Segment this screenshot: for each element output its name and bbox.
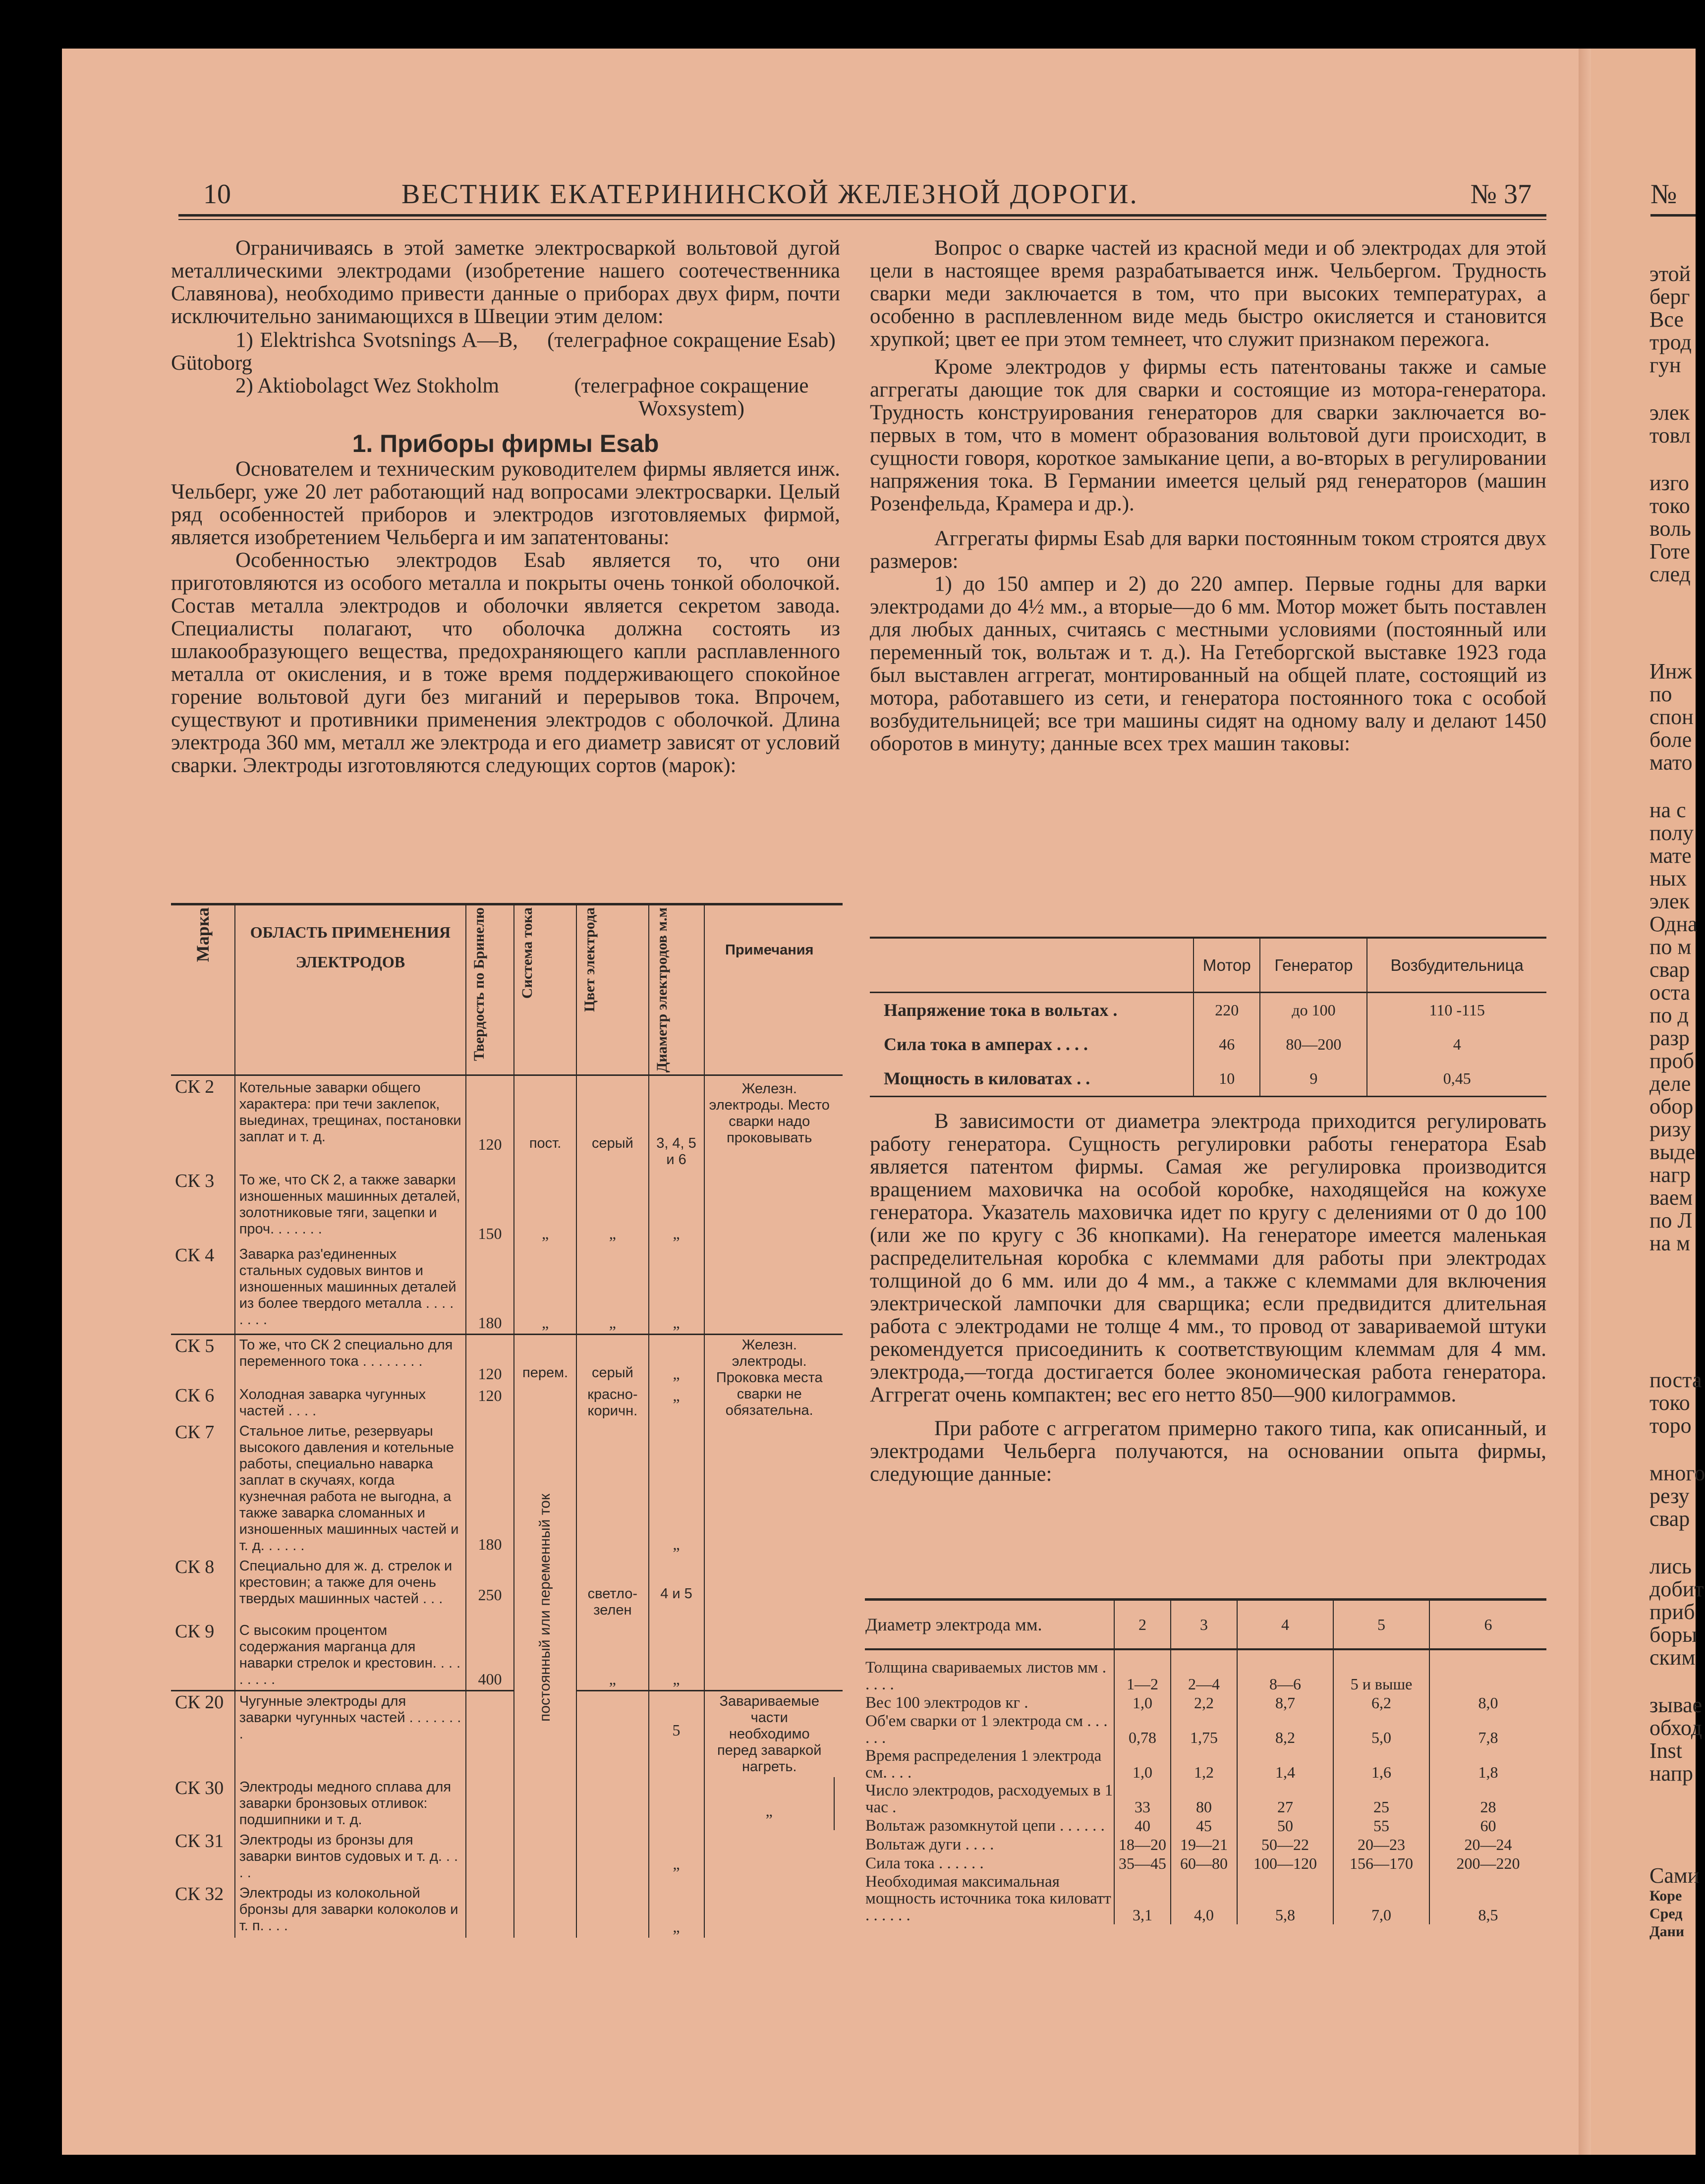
firm-1-name: 1) Elektrishca Svotsnings A—B, Gütoborg: [171, 329, 518, 375]
running-head: [173, 178, 1546, 213]
edge-fragment: свар: [1649, 1507, 1690, 1531]
machine-corner: [870, 938, 1194, 992]
right-paragraph-2: Кроме электродов у фирмы есть патентованы также и самые аггрегаты дающие ток для сварки и состоящие из мотора-генератора. Трудность конструирования генераторов для сварки заключается во-первых в том, что в момент образования вольтовой дуги происходит, в сущности говоря, короткое замыкание цепи, а во-вторых в регулировании напряжения тока. В Германии имеется целый ряд генераторов (машин Розенфельда, Крамера и др.).: [870, 355, 1546, 515]
edge-fragment: ных: [1649, 866, 1687, 891]
table-row: Время распределения 1 электрода см. . . . 1,0 1,2 1,4 1,6 1,8: [865, 1747, 1546, 1782]
head-rule-thin: [178, 219, 1546, 220]
edge-fragment: напр: [1649, 1761, 1694, 1786]
journal-title: ВЕСТНИК ЕКАТЕРИНИНСКОЙ ЖЕЛЕЗНОЙ ДОРОГИ.: [401, 179, 1138, 210]
firm-2-code: (телеграфное сокращение Woxsystem): [574, 374, 809, 420]
table-row: Вольтаж дуги . . . . 18—20 19—21 50—22 20—23 20—24: [865, 1835, 1546, 1854]
table-row: СК 6 Холодная заварка чугунных частей . . . . 120 постоянный или переменный ток красно-коричн. „: [171, 1385, 843, 1421]
table-row: Вольтаж разомкнутой цепи . . . . . . 40 45 50 55 60: [865, 1816, 1546, 1835]
edge-fragment: спон: [1649, 705, 1694, 729]
edge-fragment: мато: [1649, 750, 1693, 775]
edge-fragment: проб: [1649, 1049, 1694, 1073]
edge-fragment: Сред: [1649, 1905, 1683, 1922]
right-paragraph-6: При работе с аггрегатом примерно такого типа, как описанный, и электродами Чельберга получаются, на основании опыта фирмы, следующие данные:: [870, 1417, 1546, 1486]
diameter-table: [865, 1598, 1546, 1924]
th-area: ОБЛАСТЬ ПРИМЕНЕНИЯ ЭЛЕКТРОДОВ: [235, 905, 466, 1075]
edge-fragment: на м: [1649, 1231, 1690, 1255]
machine-table: [870, 937, 1546, 1097]
electrode-table-wrap: [171, 903, 843, 1938]
firm-2: [171, 375, 840, 420]
table-row: СК 3 То же, что СК 2, а также заварки изношенных машинных деталей, золотниковые тяги, зацепки и проч. . . . . . . 150 „ „ „: [171, 1170, 843, 1244]
th-diameter: Диаметр электродов м.м: [649, 905, 704, 1075]
edge-fragment: этой: [1649, 262, 1691, 286]
next-page-fragments: [1649, 262, 1705, 1941]
edge-fragment: ризу: [1649, 1117, 1692, 1141]
right-column-lower: [870, 1110, 1546, 1486]
firm-2-name: 2) Aktiobolagct Wez Stokholm: [235, 374, 499, 397]
electrode-table: [171, 905, 843, 1938]
issue-number: № 37: [1470, 179, 1532, 210]
edge-fragment: оста: [1649, 980, 1690, 1005]
edge-fragment: след: [1649, 562, 1691, 586]
table-row: Толщина свариваемых листов мм . . . . . 1—2 2—4 8—6 5 и выше: [865, 1649, 1546, 1693]
table-row: Об'ем сварки от 1 электрода см . . . . . . 0,78 1,75 8,2 5,0 7,8: [865, 1712, 1546, 1747]
right-paragraph-3: Аггрегаты фирмы Esab для варки постоянным током строятся двух размеров:: [870, 527, 1546, 573]
th-color: Цвет электрода: [576, 905, 648, 1075]
diameter-header-row: Диаметр электрода мм. 2 3 4 5 6: [865, 1600, 1546, 1649]
diameter-table-wrap: [865, 1598, 1546, 1924]
edge-fragment: Инж: [1649, 659, 1692, 683]
edge-fragment: гун: [1649, 353, 1681, 377]
right-column: [870, 237, 1546, 755]
firm-1-code: (телеграфное сокращение Esab): [547, 329, 836, 352]
intro-paragraph: Ограничиваясь в этой заметке электросваркой вольтовой дугой металлическими электродами (изобретение нашего соотечественника Славянова), необходимо привести данные о приборах двух фирм, почти исключительно занимающихся в Швеции этим делом:: [171, 236, 840, 328]
edge-fragment: берг: [1649, 284, 1690, 309]
edge-fragment: поста: [1649, 1368, 1702, 1392]
edge-fragment: разр: [1649, 1026, 1690, 1050]
table-row: Сила тока . . . . . . 35—45 60—80 100—120 156—170 200—220: [865, 1854, 1546, 1873]
edge-fragment: много: [1649, 1461, 1705, 1485]
edge-fragment: резу: [1649, 1484, 1690, 1508]
edge-fragment: Сами: [1649, 1863, 1700, 1888]
table-row: Необходимая максимальная мощность источника тока киловатт . . . . . . 3,1 4,0 5,8 7,0 8,5: [865, 1873, 1546, 1924]
edge-fragment: мате: [1649, 843, 1692, 868]
edge-fragment: токо: [1649, 1391, 1690, 1415]
table-row: СК 5 То же, что СК 2 специально для переменного тока . . . . . . . . 120 перем. серый „ Железн. электроды. Проковка места сварки не обязательна.: [171, 1335, 843, 1385]
edge-fragment: торо: [1649, 1413, 1692, 1438]
edge-fragment: лись: [1649, 1554, 1692, 1578]
edge-fragment: выде: [1649, 1140, 1696, 1164]
table-row: СК 32 Электроды из колокольной бронзы для заварки колоколов и т. п. . . . „: [171, 1883, 843, 1938]
edge-fragment: зывае: [1649, 1693, 1703, 1717]
table-row: СК 2 Котельные заварки общего характера: при течи заклепок, выединах, трещинах, постановки заплат и т. д. 120 пост. серый 3, 4, 5 и 6 Железн. электроды. Место сварки надо проковывать: [171, 1075, 843, 1171]
edge-fragment: Коре: [1649, 1888, 1682, 1904]
table-row: СК 20 Чугунные электроды для заварки чугунных частей . . . . . . . . 5 Завариваемые части необходимо перед заваркой нагреть.: [171, 1691, 843, 1778]
edge-fragment: приб: [1649, 1600, 1695, 1624]
edge-fragment: обор: [1649, 1094, 1694, 1119]
table-row: СК 9 С высоким процентом содержания марганца для наварки стрелок и крестовин. . . . . . . . . 400 „ „: [171, 1621, 843, 1691]
edge-fragment: по Л: [1649, 1208, 1693, 1232]
left-paragraph-1: Основателем и техническим руководителем фирмы является инж. Чельберг, уже 20 лет работающий над вопросами электросварки. Целый ряд особенностей приборов и электродов изготовляемых фирмой, является изобретением Чельберга и им запатентованы:: [171, 457, 840, 549]
next-page-head-rule: [1650, 214, 1696, 217]
edge-fragment: Дани: [1649, 1923, 1685, 1940]
edge-fragment: токо: [1649, 494, 1690, 518]
edge-fragment: Одна: [1649, 912, 1698, 936]
edge-fragment: боле: [1649, 728, 1692, 752]
table-row: СК 4 Заварка раз'единенных стальных судовых винтов и изношенных машинных деталей из более твердого металла . . . . . . . . 180 „ „ „: [171, 1244, 843, 1335]
table-row: СК 8 Специально для ж. д. стрелок и крестовин; а также для очень твердых машинных частей . . . 250 светло-зелен 4 и 5: [171, 1556, 843, 1621]
edge-fragment: элек: [1649, 889, 1690, 913]
edge-fragment: добит: [1649, 1577, 1704, 1601]
edge-fragment: деле: [1649, 1071, 1691, 1096]
edge-fragment: полу: [1649, 821, 1694, 845]
edge-fragment: ваем: [1649, 1185, 1693, 1210]
firm-1: [171, 329, 840, 375]
edge-fragment: товл: [1649, 423, 1691, 448]
section-heading: 1. Приборы фирмы Esab: [352, 430, 659, 457]
edge-fragment: по м: [1649, 935, 1692, 959]
page-number: 10: [203, 179, 231, 210]
table-row: Число электродов, расходуемых в 1 час . 33 80 27 25 28: [865, 1782, 1546, 1816]
machine-table-wrap: [870, 937, 1546, 1097]
edge-fragment: Все: [1649, 307, 1684, 332]
right-paragraph-5: В зависимости от диаметра электрода приходится регулировать работу генератора. Сущность регулировки работы генератора Esab является патентом фирмы. Самая же регулировка производится вращением маховичка на особой коробке, находящейся на кожухе генератора. Указатель маховичка идет по кругу с делениями от 0 до 100 (или же по кругу с 36 кнопками). На генераторе имеется маленькая распределительная коробка с клеммами для работы при электродах толщиной до 6 мм. или до 4 мм., а также с клеммами для включения электрической лампочки для сварщика; если предвидится длительная работа с электродами не толще 4 мм., то провод от завариваемой штуки рекомендуется присоединить к соответствующим клеммам для 4 мм. электрода,—тогда достигается более экономическая работа генератора. Аггрегат очень компактен; вес его нетто 850—900 килограммов.: [870, 1110, 1546, 1406]
col-exciter: Возбудительница: [1367, 938, 1546, 992]
edge-fragment: боры: [1649, 1623, 1697, 1647]
th-system: Система тока: [514, 905, 576, 1075]
system-span-cell: постоянный или переменный ток: [514, 1385, 576, 1830]
table-row: СК 30 Электроды медного сплава для заварки бронзовых отливок: подшипники и т. д. „: [171, 1777, 843, 1830]
edge-fragment: трод: [1649, 330, 1692, 354]
th-mark: Марка: [192, 907, 213, 962]
edge-fragment: воль: [1649, 516, 1691, 541]
edge-fragment: свар: [1649, 957, 1690, 982]
edge-fragment: Готе: [1649, 539, 1690, 563]
edge-fragment: Inst: [1649, 1738, 1682, 1763]
th-notes: Примечания: [704, 905, 835, 1075]
edge-fragment: на с: [1649, 798, 1686, 822]
table-row: Мощность в киловатах . . 10 9 0,45: [870, 1062, 1546, 1096]
table-row: СК 31 Электроды из бронзы для заварки винтов судовых и т. д. . . . . „: [171, 1830, 843, 1883]
edge-fragment: изго: [1649, 471, 1689, 495]
th-hardness: Твердость по Бринелю: [466, 905, 514, 1075]
col-motor: Мотор: [1194, 938, 1260, 992]
table-row: Вес 100 электродов кг . 1,0 2,2 8,7 6,2 8,0: [865, 1693, 1546, 1712]
edge-fragment: ским: [1649, 1645, 1696, 1670]
left-paragraph-2: Особенностью электродов Esab является то, что они приготовляются из особого металла и покрыты очень тонкой оболочкой. Состав металла электродов и оболочки является секретом завода. Специалисты полагают, что оболочка должна состоять из шлакообразующего вещества, предохраняющего капли расплавленного металла от окисления, и в тоже время поддерживающего спокойное горение вольтовой дуги без миганий и перерывов тока. Впрочем, существуют и противники применения электродов с оболочкой. Длина электрода 360 мм, металл же электрода и его диаметр зависят от условий сварки. Электроды изготовляются следующих сортов (марок):: [171, 549, 840, 777]
right-paragraph-1: Вопрос о сварке частей из красной меди и об электродах для этой цели в настоящее время разрабатывается инж. Чельбергом. Трудность сварки меди заключается в том, что при высоких температурах, а особенно в расплевленном виде медь быстро окисляется и становится хрупкой; цвет ее при этом темнеет, что служит признаком пережога.: [870, 236, 1546, 351]
table-row: Напряжение тока в вольтах . 220 до 100 110 -115: [870, 992, 1546, 1027]
left-column: [171, 237, 840, 777]
edge-fragment: по д: [1649, 1003, 1689, 1027]
col-generator: Генератор: [1260, 938, 1367, 992]
edge-fragment: по: [1649, 682, 1672, 706]
edge-fragment: обход: [1649, 1716, 1703, 1740]
head-rule: [178, 214, 1546, 217]
next-page-header-glyph: №: [1650, 179, 1677, 210]
table-row: СК 7 Стальное литье, резервуары высокого давления и котельные работы, специально наварка заплат в скучаях, когда кузнечная работа не выгодна, а также заварка сломанных и изношенных машинных частей и т. д. . . . . . 180 „: [171, 1421, 843, 1556]
edge-fragment: нагр: [1649, 1163, 1691, 1187]
right-paragraph-4: 1) до 150 ампер и 2) до 220 ампер. Первые годны для варки электродами до 4½ мм., а вторые—до 6 мм. Мотор может быть поставлен для любых данных, считаясь с местными условиями (постоянный или переменный ток, вольтаж и т. д.). На Гетеборгской выставке 1923 года был выставлен аггрегат, монтированный на общей плате, состоящий из мотора, работавшего из сети, и генератора постоянного тока с особой возбудительницей; все три машины сидят на одному валу и делают 1450 оборотов в минуту; данные всех трех машин таковы:: [870, 572, 1546, 755]
table-row: Сила тока в амперах . . . . 46 80—200 4: [870, 1027, 1546, 1062]
edge-fragment: элек: [1649, 400, 1690, 425]
